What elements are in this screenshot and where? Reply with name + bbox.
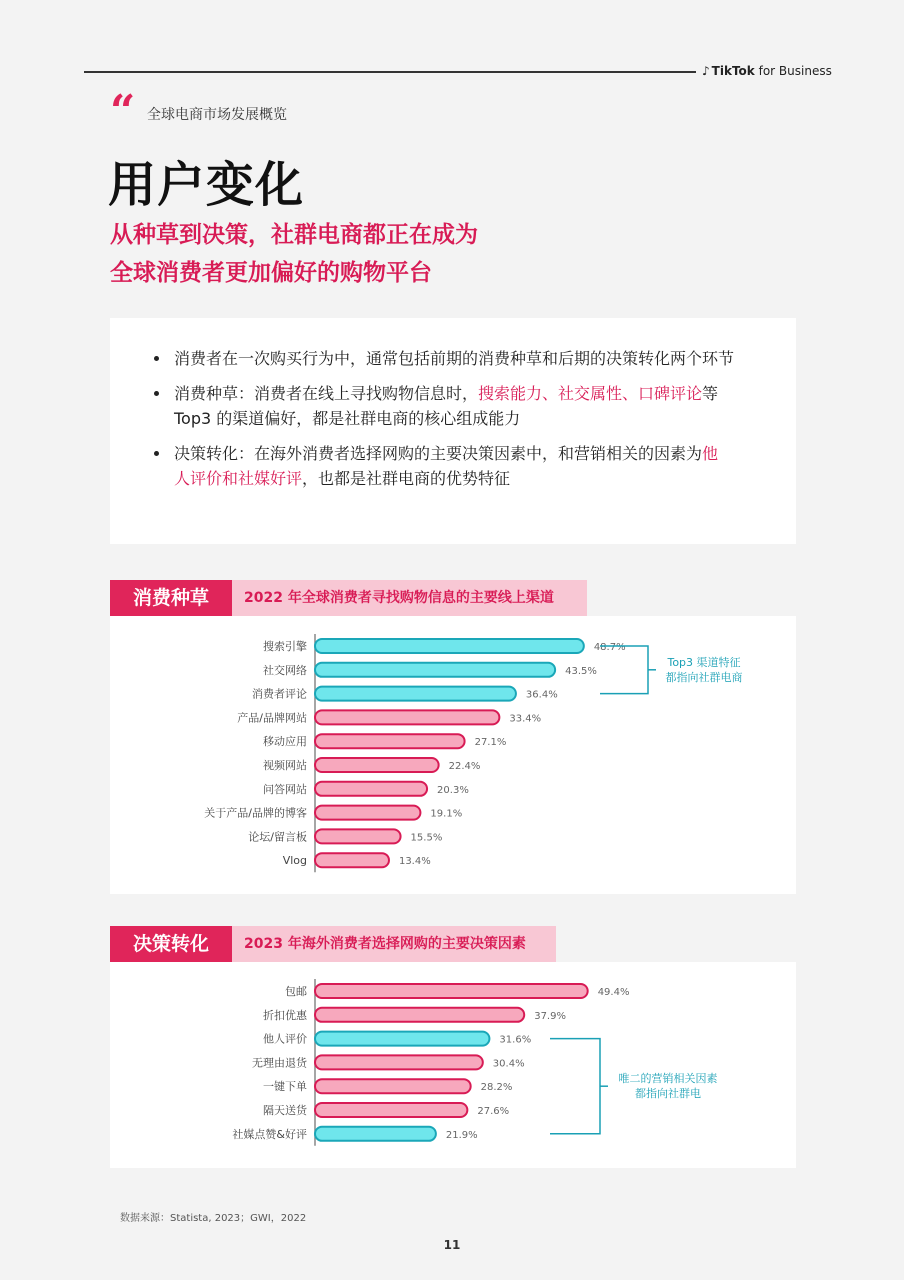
value-label: 20.3% <box>437 784 469 796</box>
bar <box>315 853 389 867</box>
chart1-tag: 消费种草 <box>110 580 232 616</box>
chart2-title: 2023 年海外消费者选择网购的主要决策因素 <box>232 926 556 962</box>
category-label: 一键下单 <box>263 1080 307 1094</box>
value-label: 43.5% <box>565 665 597 677</box>
chart2-card <box>110 962 796 1168</box>
category-label: 隔天送货 <box>263 1104 307 1117</box>
value-label: 37.9% <box>534 1010 566 1022</box>
data-source: 数据来源：Statista, 2023；GWI，2022 <box>120 1213 307 1224</box>
chart1-svg <box>110 616 796 894</box>
value-label: 19.1% <box>430 808 463 820</box>
value-label: 31.6% <box>499 1034 532 1046</box>
category-label: 问答网站 <box>263 782 307 796</box>
value-label: 48.7% <box>593 642 626 653</box>
value-label: 15.5% <box>410 832 443 844</box>
category-label: 视频网站 <box>263 759 307 772</box>
bullet-text: 等 Top3 的渠道偏好，都是社群电商的核心组成能力 <box>174 384 719 428</box>
chart2-tag: 决策转化 <box>110 926 232 962</box>
section-tag: 全球电商市场发展概览 <box>147 107 287 123</box>
value-label: 33.4% <box>509 713 542 725</box>
category-label: 移动应用 <box>263 735 307 749</box>
bar <box>315 829 401 843</box>
category-label: 他人评价 <box>263 1032 307 1046</box>
annotation-bracket <box>600 646 648 694</box>
bar <box>315 734 465 748</box>
bar <box>315 758 439 772</box>
tiktok-note-icon: ♪ <box>702 64 710 78</box>
bar <box>315 1127 436 1141</box>
bar <box>315 1008 524 1022</box>
value-label: 36.4% <box>525 689 558 701</box>
value-label: 21.9% <box>445 1129 478 1141</box>
category-label: 搜索引擎 <box>263 640 307 653</box>
annotation-text: Top3 渠道特征 <box>667 655 741 669</box>
bullet-text: 决策转化：在海外消费者选择网购的主要决策因素中，和营销相关的因素为 <box>174 444 703 463</box>
page-title: 用户变化 <box>108 157 305 213</box>
annotation-bracket <box>550 1039 600 1134</box>
bar <box>315 1103 467 1117</box>
value-label: 22.4% <box>448 761 481 772</box>
category-label: 社交网络 <box>263 663 307 677</box>
bar <box>315 1079 471 1093</box>
subtitle-line-2: 全球消费者更加偏好的购物平台 <box>110 260 432 286</box>
bar <box>315 1032 489 1046</box>
bullet-highlight: 搜索能力、社交属性、口碑评论 <box>478 384 703 403</box>
chart1-card <box>110 616 796 894</box>
annotation-text: 唯二的营销相关因素 <box>618 1072 718 1086</box>
category-label: 消费者评论 <box>252 687 307 701</box>
bullet-text: 消费者在一次购买行为中，通常包括前期的消费种草和后期的决策转化两个环节 <box>174 349 735 368</box>
bullet-text: 消费种草：消费者在线上寻找购物信息时， <box>174 384 479 403</box>
bar <box>315 984 588 998</box>
bullet-highlight: 他人评价和社媒好评 <box>174 444 719 488</box>
brand-suffix: for Business <box>758 64 832 78</box>
bullet-text: ，也都是社群电商的优势特征 <box>302 469 511 488</box>
brand-logo <box>702 64 832 78</box>
bar <box>315 782 427 796</box>
category-label: 产品/品牌网站 <box>237 711 307 725</box>
value-label: 27.1% <box>474 737 507 749</box>
bullet-list <box>174 346 734 501</box>
chart1-title: 2022 年全球消费者寻找购物信息的主要线上渠道 <box>232 580 587 616</box>
bar <box>315 1055 483 1069</box>
bullet-item <box>174 441 734 491</box>
category-label: Vlog <box>282 854 307 868</box>
bullet-item <box>174 381 734 431</box>
bar <box>315 687 516 701</box>
subtitle-line-1: 从种草到决策，社群电商都正在成为 <box>110 222 478 248</box>
bullet-item <box>174 346 734 371</box>
category-label: 论坛/留言板 <box>248 830 307 844</box>
quote-mark-icon: “ <box>110 86 136 137</box>
value-label: 27.6% <box>477 1106 510 1117</box>
bar <box>315 663 555 677</box>
chart2-svg <box>110 962 796 1168</box>
value-label: 30.4% <box>492 1058 525 1070</box>
value-label: 13.4% <box>398 856 431 868</box>
value-label: 28.2% <box>480 1082 513 1094</box>
annotation-text: 都指向社群电商 <box>665 670 743 684</box>
summary-card <box>110 318 796 544</box>
value-label: 49.4% <box>597 987 630 998</box>
category-label: 无理由退货 <box>252 1056 307 1070</box>
category-label: 社媒点赞&好评 <box>232 1127 307 1141</box>
bar <box>315 710 499 724</box>
brand-name: TikTok <box>711 64 755 78</box>
category-label: 关于产品/品牌的博客 <box>204 806 307 820</box>
page-number: 11 <box>443 1238 461 1252</box>
header-rule <box>84 71 696 73</box>
annotation-text: 都指向社群电 <box>635 1087 701 1101</box>
bar <box>315 639 584 653</box>
category-label: 折扣优惠 <box>263 1008 307 1022</box>
category-label: 包邮 <box>285 985 307 998</box>
bar <box>315 806 420 820</box>
